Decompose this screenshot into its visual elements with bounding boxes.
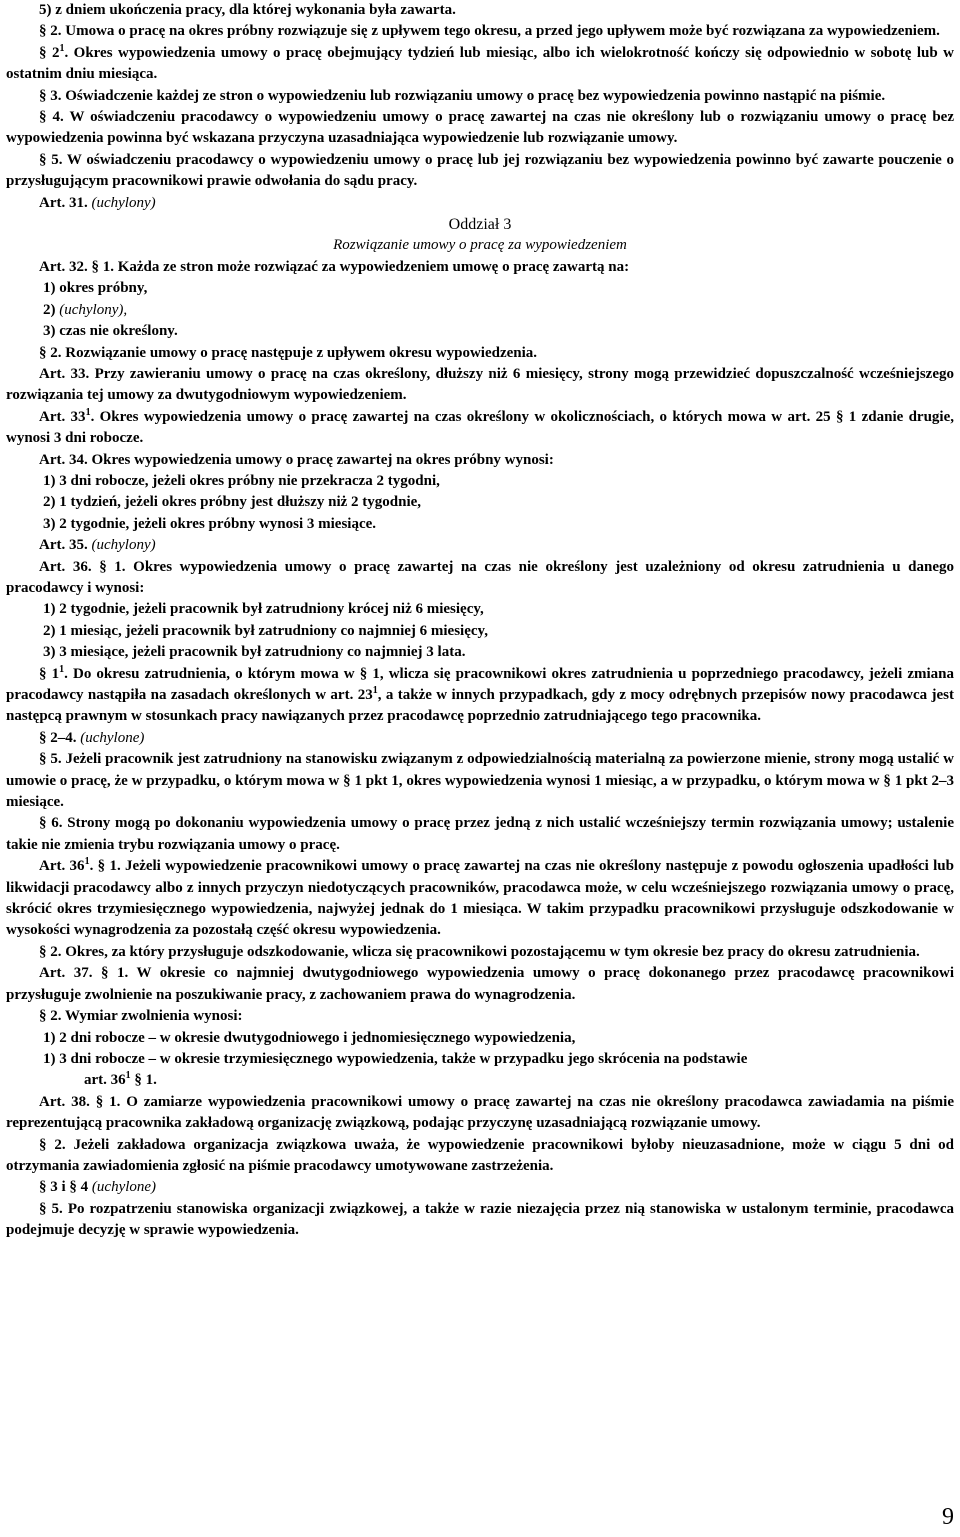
list-item: 1) okres próbny,	[43, 280, 148, 297]
repealed-note: (uchylone)	[91, 1179, 157, 1196]
paragraph	[6, 856, 954, 942]
paragraph: Art. 36. § 1. Okres wypowiedzenia umowy o pracę zawartej na czas nie określony jest uzależniony od okresu zatrudnienia u danego pracodawcy i wynosi:	[6, 558, 954, 596]
paragraph: § 2. Jeżeli zakładowa organizacja związkowa uważa, że wypowiedzenie pracownikowi byłoby nieuzasadnione, może w ciągu 5 dni od otrzymania zawiadomienia zgłosić na piśmie pracodawcy umotywowane zastrzeżenia.	[6, 1136, 954, 1174]
repealed-note: (uchylony)	[91, 537, 156, 554]
text-line: 5) z dniem ukończenia pracy, dla której wykonania była zawarta.	[39, 2, 456, 18]
repealed-note: (uchylone)	[80, 729, 145, 746]
text-line	[6, 728, 954, 749]
text-run: art. 36	[84, 1072, 126, 1089]
article-line: Art. 32. § 1. Każda ze stron może rozwiązać za wypowiedzeniem umowę o pracę zawartą na:	[39, 258, 630, 275]
list-item: 2) 1 tydzień, jeżeli okres próbny jest dłuższy niż 2 tygodnie,	[43, 494, 422, 511]
list-item: 1) 3 dni robocze, jeżeli okres próbny nie przekracza 2 tygodni,	[43, 472, 440, 489]
paragraph: § 2. Okres, za który przysługuje odszkodowanie, wlicza się pracownikowi pozostającemu w tym okresie bez pracy do okresu zatrudnienia.	[39, 943, 920, 960]
list-item: 3) czas nie określony.	[43, 323, 178, 340]
paragraph: § 5. Po rozpatrzeniu stanowiska organizacji związkowej, a także w razie niezajęcia przez nią stanowiska w ustalonym terminie, pracodawca podejmuje decyzję w sprawie wypowiedzenia.	[6, 1200, 954, 1239]
text-line	[6, 1177, 954, 1198]
list-item: 3) 2 tygodnie, jeżeli okres próbny wynosi 3 miesiące.	[43, 515, 377, 532]
list-item: 1) 3 dni robocze – w okresie trzymiesięcznego wypowiedzenia, także w przypadku jego skrócenia na podstawie	[43, 1050, 748, 1067]
list-item	[6, 300, 954, 321]
superscript: 1	[125, 1070, 131, 1082]
paragraph: § 5. W oświadczeniu pracodawcy o wypowiedzeniu umowy o pracę lub jej rozwiązaniu bez wypowiedzenia powinno być zawarte pouczenie o przysługującym pracownikowi prawie odwołania do sądu pracy.	[6, 151, 954, 190]
text-run: Art. 33	[39, 408, 86, 425]
list-item: 1) 2 dni robocze – w okresie dwutygodniowego i jednomiesięcznego wypowiedzenia,	[43, 1029, 576, 1046]
article-line	[6, 193, 954, 214]
paragraph	[6, 43, 954, 86]
text-run: § 2–4.	[39, 729, 81, 746]
paragraph	[6, 664, 954, 728]
text-run: 2)	[43, 301, 60, 318]
paragraph: § 2. Umowa o pracę na okres próbny rozwiązuje się z upływem tego okresu, a przed jego upływem może być rozwiązana za wypowiedzeniem.	[39, 23, 940, 40]
text-line: § 2. Wymiar zwolnienia wynosi:	[39, 1008, 243, 1025]
paragraph: Art. 37. § 1. W okresie co najmniej dwutygodniowego wypowiedzenia umowy o pracę dokonanego przez pracodawcę pracownikowi przysługuje zwolnienie na poszukiwanie pracy, z zachowaniem prawa do wynagrodzenia.	[6, 965, 954, 1003]
list-item: 2) 1 miesiąc, jeżeli pracownik był zatrudniony co najmniej 6 miesięcy,	[43, 622, 488, 639]
superscript: 1	[84, 856, 90, 868]
section-title: Oddział 3	[448, 216, 512, 234]
page-number: 9	[942, 1504, 954, 1530]
text-run: . Okres wypowiedzenia umowy o pracę zawartej na czas określony w okolicznościach, o których mowa w art. 25 § 1 zdanie drugie, wynosi 3 dni robocze.	[6, 408, 954, 447]
text-run: , a także w innych przypadkach, gdy z mocy odrębnych przepisów nowy pracodawca jest następcą prawnym w stosunkach pracy nawiązanych przez pracodawcę poprzednio zatrudniającego tego pracownika.	[6, 687, 954, 725]
paragraph	[6, 407, 954, 450]
list-item-continuation	[6, 1070, 954, 1091]
text-run: . Okres wypowiedzenia umowy o pracę obejmujący tydzień lub miesiąc, albo ich wielokrotność kończy się odpowiednio w sobotę lub w ostatnim dniu miesiąca.	[6, 44, 954, 83]
paragraph: Art. 33. Przy zawieraniu umowy o pracę na czas określony, dłuższy niż 6 miesięcy, strony mogą przewidzieć dopuszczalność wcześniejszego rozwiązania tej umowy za dwutygodniowym wypowiedzeniem.	[6, 365, 954, 404]
paragraph: § 3. Oświadczenie każdej ze stron o wypowiedzeniu lub rozwiązaniu umowy o pracę bez wypowiedzenia powinno nastąpić na piśmie.	[39, 87, 886, 104]
paragraph: § 6. Strony mogą po dokonaniu wypowiedzenia umowy o pracę przez jedną z nich ustalić wcześniejszy termin rozwiązania umowy; ustalenie takie nie zmienia trybu rozwiązania umowy o pracę.	[6, 815, 954, 853]
repealed-note: (uchylony)	[91, 194, 156, 211]
superscript: 1	[59, 663, 65, 675]
text-line: § 2. Rozwiązanie umowy o pracę następuje z upływem okresu wypowiedzenia.	[39, 344, 538, 361]
section-subtitle: Rozwiązanie umowy o pracę za wypowiedzeniem	[333, 237, 627, 254]
superscript: 1	[85, 406, 91, 418]
text-run: § 2	[39, 44, 60, 61]
text-run: Art. 35.	[39, 537, 92, 554]
text-run: § 1.	[130, 1072, 157, 1089]
text-run: § 3 i § 4	[39, 1179, 92, 1196]
article-line: Art. 34. Okres wypowiedzenia umowy o pracę zawartej na okres próbny wynosi:	[39, 451, 554, 468]
list-item: 3) 3 miesiące, jeżeli pracownik był zatrudniony co najmniej 3 lata.	[43, 644, 466, 661]
text-run: § 1	[39, 665, 60, 682]
article-line	[6, 535, 954, 556]
paragraph: Art. 38. § 1. O zamiarze wypowiedzenia pracownikowi umowy o pracę zawartej na czas nie określony pracodawca zawiadamia na piśmie reprezentującą pracownika zakładową organizację związkową, podając przyczynę uzasadniającą rozwiązanie umowy.	[6, 1093, 954, 1132]
superscript: 1	[372, 685, 378, 696]
text-run: . § 1. Jeżeli wypowiedzenie pracownikowi umowy o pracę zawartej na czas nie określony następuje z powodu ogłoszenia upadłości lub likwidacji pracodawcy albo z innych przyczyn niedotyczących pracowników, pracodawca może, w celu wcześniejszego rozwiązania umowy o pracę, skrócić okres trzymiesięcznego wypowiedzenia, najwyżej jednak do 1 miesiąca. W takim przypadku pracownikowi przysługuje odszkodowanie w wysokości wynagrodzenia za pozostałą część okresu wypowiedzenia.	[6, 858, 954, 939]
text-run: . Do okresu zatrudnienia, o którym mowa w § 1, wlicza się pracownikowi okres zatrudnienia u poprzedniego pracodawcy, jeżeli zmiana pracodawcy nastąpiła na zasadach określonych w art. 23	[6, 665, 955, 703]
paragraph: § 4. W oświadczeniu pracodawcy o wypowiedzeniu umowy o pracę zawartej na czas nie określony lub o rozwiązaniu umowy o pracę bez wypowiedzenia powinna być wskazana przyczyna uzasadniająca wypowiedzenie lub rozwiązanie umowy.	[6, 109, 954, 147]
text-run: Art. 31.	[39, 194, 92, 211]
repealed-note: (uchylony),	[59, 301, 128, 318]
list-item: 1) 2 tygodnie, jeżeli pracownik był zatrudniony krócej niż 6 miesięcy,	[43, 601, 484, 618]
superscript: 1	[59, 42, 65, 54]
paragraph: § 5. Jeżeli pracownik jest zatrudniony na stanowisku związanym z odpowiedzialnością materialną za powierzone mienie, strony mogą ustalić w umowie o pracę, że w przypadku, o którym mowa w § 1 pkt 1, okres wypowiedzenia wynosi 1 miesiąc, a w przypadku, o którym mowa w § 1 pkt 2–3 miesiące.	[6, 751, 954, 811]
document-page	[6, 0, 954, 1242]
text-run: Art. 36	[39, 858, 85, 875]
